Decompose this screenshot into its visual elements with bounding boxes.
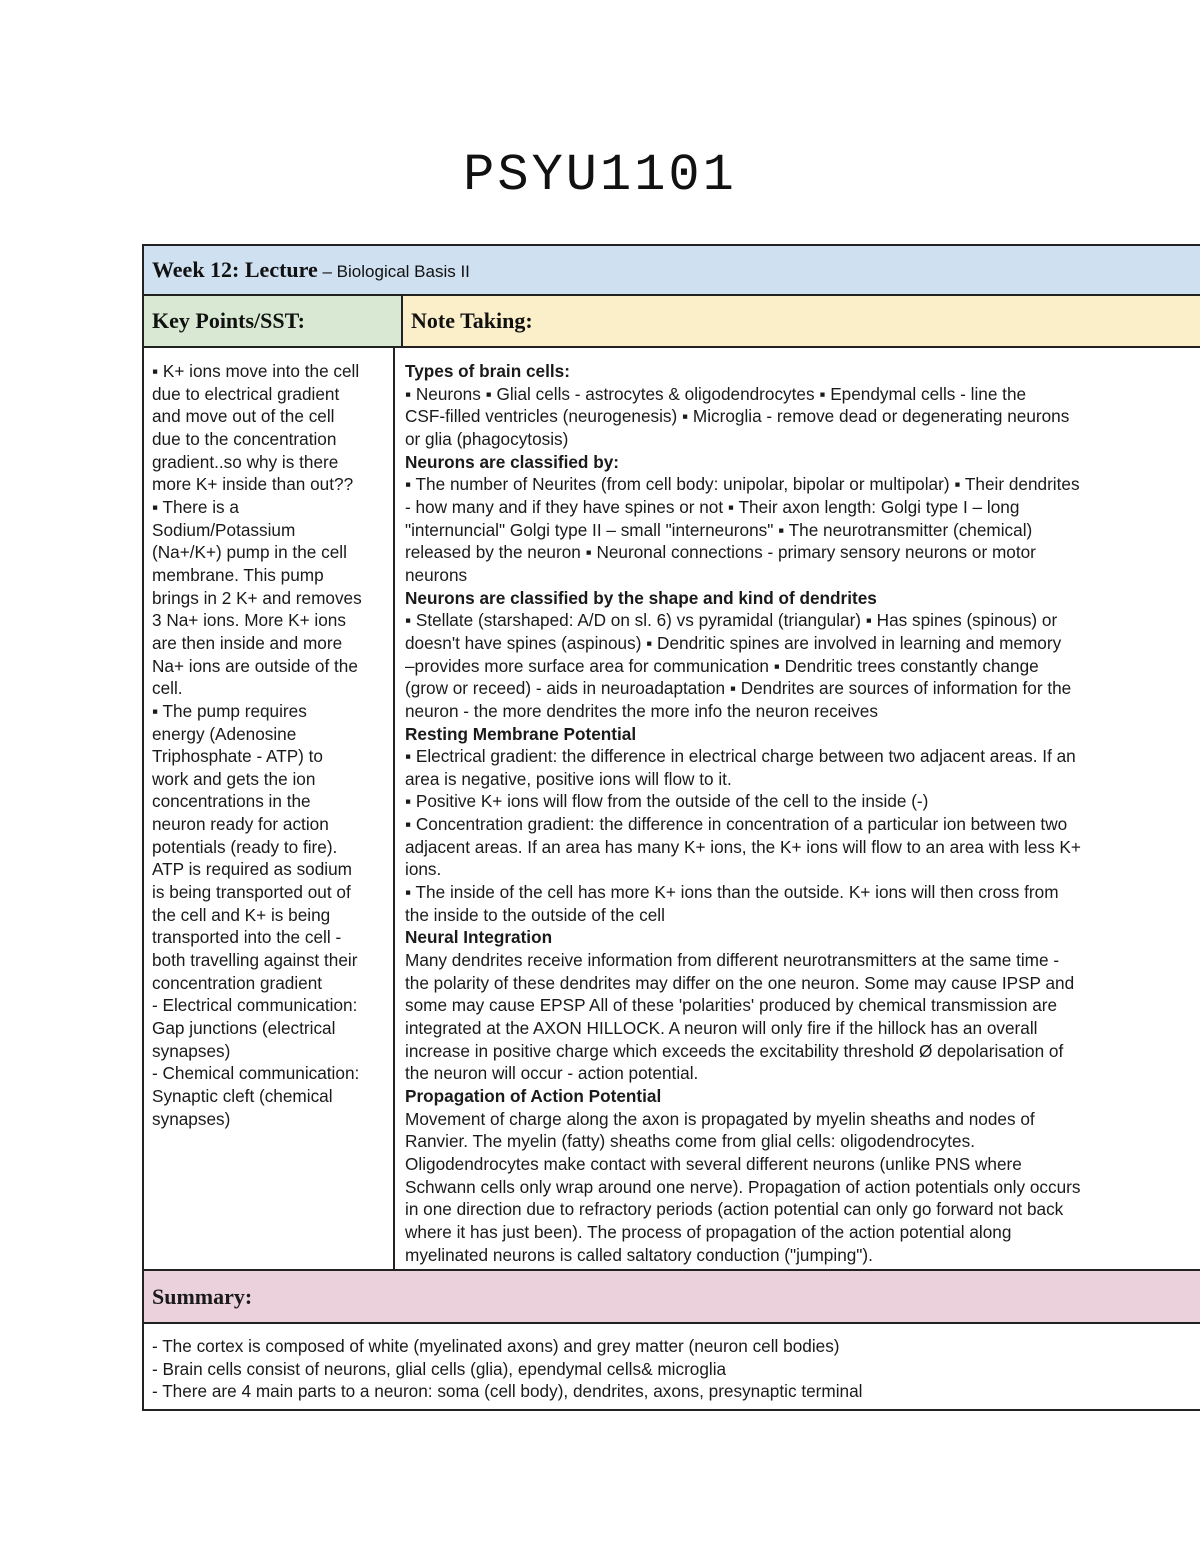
note-line: ▪ Concentration gradient: the difference in concentration of a particular ion between two — [405, 814, 1068, 835]
note-line: ▪ Neurons ▪ Glial cells - astrocytes & oligodendrocytes ▪ Ependymal cells - line the — [405, 383, 1027, 404]
key-point-line: ATP is required as sodium — [152, 859, 352, 880]
key-point-line: work and gets the ion — [152, 768, 316, 789]
key-point-line: - Electrical communication: — [152, 995, 358, 1016]
key-point-line: concentration gradient — [152, 972, 323, 993]
note-heading: Neurons are classified by the shape and kind of dendrites — [405, 587, 877, 608]
key-point-line: more K+ inside than out?? — [152, 474, 354, 495]
key-points-heading: Key Points/SST: — [144, 296, 403, 346]
key-point-line: due to electrical gradient — [152, 383, 340, 404]
key-point-line: is being transported out of — [152, 882, 351, 903]
key-point-line: Sodium/Potassium — [152, 519, 296, 540]
key-points-column — [144, 348, 395, 1269]
note-line: Schwann cells only wrap around one nerve). Propagation of action potentials only occurs — [405, 1176, 1081, 1197]
note-line: ▪ Positive K+ ions will flow from the outside of the cell to the inside (-) — [405, 791, 929, 812]
note-taking-heading: Note Taking: — [403, 296, 1200, 346]
note-line: increase in positive charge which exceeds the excitability threshold Ø depolarisation of — [405, 1040, 1064, 1061]
note-line: the inside to the outside of the cell — [405, 904, 665, 925]
week-label: Week 12: Lecture — [152, 257, 318, 282]
note-line: ions. — [405, 859, 442, 880]
note-taking-column — [395, 348, 1200, 1269]
note-line: CSF-filled ventricles (neurogenesis) ▪ Microglia - remove dead or degenerating neurons — [405, 406, 1070, 427]
key-point-line: cell. — [152, 678, 183, 699]
key-point-line: ▪ There is a — [152, 496, 239, 517]
note-line: ▪ Electrical gradient: the difference in electrical charge between two adjacent areas. If an — [405, 746, 1076, 767]
note-heading: Resting Membrane Potential — [405, 723, 637, 744]
cornell-notes-table — [142, 244, 1200, 1411]
page-title: PSYU1101 — [463, 146, 737, 205]
key-point-line: potentials (ready to fire). — [152, 836, 338, 857]
note-line: integrated at the AXON HILLOCK. A neuron will only fire if the hillock has an overall — [405, 1018, 1038, 1039]
note-line: neuron - the more dendrites the more info the neuron receives — [405, 700, 878, 721]
key-point-line: brings in 2 K+ and removes — [152, 587, 362, 608]
summary-line: - Brain cells consist of neurons, glial cells (glia), ependymal cells& microglia — [152, 1358, 727, 1379]
key-point-line: Synaptic cleft (chemical — [152, 1086, 333, 1106]
key-point-line: 3 Na+ ions. More K+ ions — [152, 610, 346, 631]
note-line: –provides more surface area for communication ▪ Dendritic trees constantly change — [405, 655, 1039, 676]
summary-heading: Summary: — [152, 1283, 253, 1309]
key-point-line: energy (Adenosine — [152, 723, 297, 744]
lecture-topic: – Biological Basis II — [317, 262, 470, 281]
note-line: myelinated neurons is called saltatory conduction ("jumping"). — [405, 1244, 873, 1265]
key-point-line: Gap junctions (electrical — [152, 1018, 336, 1039]
key-point-line: due to the concentration — [152, 428, 337, 449]
key-point-line: Triphosphate - ATP) to — [152, 746, 323, 767]
note-line: "internuncial" Golgi type II – small "interneurons" ▪ The neurotransmitter (chemical) — [405, 519, 1033, 540]
summary-line: - The cortex is composed of white (myelinated axons) and grey matter (neuron cell bodies) — [152, 1336, 840, 1356]
note-line: ▪ The inside of the cell has more K+ ions than the outside. K+ ions will then cross from — [405, 882, 1059, 903]
key-point-line: and move out of the cell — [152, 406, 335, 427]
note-line: Oligodendrocytes make contact with several different neurons (unlike PNS where — [405, 1153, 1022, 1174]
key-point-line: neuron ready for action — [152, 814, 329, 835]
key-point-line: - Chemical communication: — [152, 1063, 360, 1084]
summary-header — [144, 1271, 1200, 1324]
key-point-line: are then inside and more — [152, 632, 343, 653]
note-heading: Propagation of Action Potential — [405, 1086, 662, 1106]
note-line: Movement of charge along the axon is propagated by myelin sheaths and nodes of — [405, 1108, 1035, 1129]
note-line: Ranvier. The myelin (fatty) sheaths come from glial cells: oligodendrocytes. — [405, 1131, 975, 1152]
note-heading: Neural Integration — [405, 927, 553, 948]
note-line: in one direction due to refractory periods (action potential can only go forward not back — [405, 1199, 1064, 1220]
key-point-line: membrane. This pump — [152, 564, 324, 585]
key-point-line: synapses) — [152, 1040, 231, 1061]
note-line: (grow or receed) - aids in neuroadaptation ▪ Dendrites are sources of information for the — [405, 678, 1072, 699]
key-point-line: both travelling against their — [152, 950, 358, 971]
summary-line: - There are 4 main parts to a neuron: soma (cell body), dendrites, axons, presynaptic terminal — [152, 1381, 863, 1402]
note-line: Many dendrites receive information from different neurotransmitters at the same time - — [405, 950, 1060, 971]
note-line: neurons — [405, 564, 468, 585]
week-title — [144, 257, 470, 283]
key-point-line: synapses) — [152, 1108, 231, 1129]
key-point-line: (Na+/K+) pump in the cell — [152, 542, 347, 563]
note-line: some may cause EPSP All of these 'polarities' produced by chemical transmission are — [405, 995, 1058, 1016]
note-line: the neuron will occur - action potential. — [405, 1063, 699, 1084]
note-line: the polarity of these dendrites may differ on the one neuron. Some may cause IPSP and — [405, 972, 1075, 993]
note-line: or glia (phagocytosis) — [405, 428, 569, 449]
note-heading: Neurons are classified by: — [405, 451, 619, 472]
note-line: ▪ Stellate (starshaped: A/D on sl. 6) vs pyramidal (triangular) ▪ Has spines (spinous) or — [405, 610, 1058, 631]
key-point-line: concentrations in the — [152, 791, 311, 812]
key-point-line: Na+ ions are outside of the — [152, 655, 358, 676]
note-line: where it has just been). The process of propagation of the action potential along — [405, 1221, 1012, 1242]
note-line: - how many and if they have spines or not ▪ Their axon length: Golgi type I – long — [405, 496, 1020, 517]
key-point-line: the cell and K+ is being — [152, 904, 331, 925]
key-point-line: gradient..so why is there — [152, 451, 339, 472]
note-line: area is negative, positive ions will flow to it. — [405, 768, 732, 789]
note-line: released by the neuron ▪ Neuronal connections - primary sensory neurons or motor — [405, 542, 1036, 563]
lecture-header — [144, 246, 1200, 296]
summary-text — [144, 1324, 862, 1409]
note-heading: Types of brain cells: — [405, 361, 570, 381]
key-point-line: ▪ K+ ions move into the cell — [152, 361, 360, 381]
column-headers — [144, 296, 1200, 348]
summary-body — [144, 1324, 1200, 1411]
note-line: ▪ The number of Neurites (from cell body: unipolar, bipolar or multipolar) ▪ Their dendrites — [405, 474, 1080, 495]
note-line: doesn't have spines (aspinous) ▪ Dendritic spines are involved in learning and memory — [405, 632, 1062, 653]
note-line: adjacent areas. If an area has many K+ ions, the K+ ions will flow to an area with less K+ — [405, 836, 1081, 857]
notes-body — [144, 348, 1200, 1271]
key-point-line: ▪ The pump requires — [152, 700, 307, 721]
key-point-line: transported into the cell - — [152, 927, 342, 948]
